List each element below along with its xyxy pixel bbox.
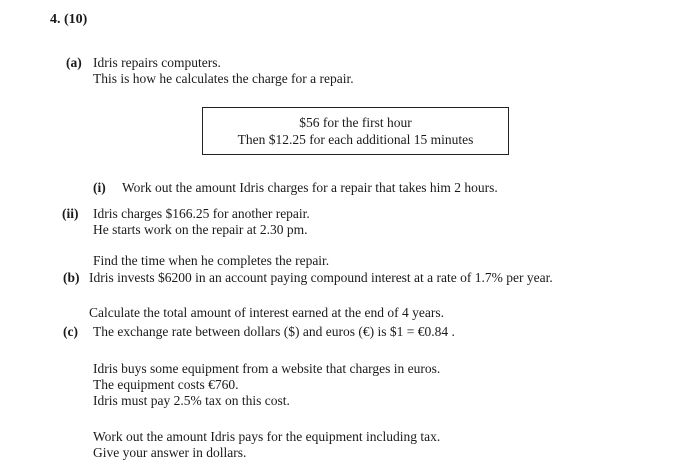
part-b-line-2: Calculate the total amount of interest earned at the end of 4 years. xyxy=(89,305,444,320)
part-c-line-2: Idris buys some equipment from a website that charges in euros. xyxy=(93,361,441,376)
part-ii-line-1: Idris charges $166.25 for another repair. xyxy=(93,206,310,221)
part-a-label: (a) xyxy=(66,55,82,70)
part-i-label: (i) xyxy=(93,180,106,195)
part-b-line-1: Idris invests $6200 in an account paying compound interest at a rate of 1.7% per year. xyxy=(89,270,553,285)
part-c-line-5: Work out the amount Idris pays for the equipment including tax. xyxy=(93,429,441,444)
charge-box-line-1: $56 for the first hour xyxy=(299,115,412,130)
part-a-line-1: Idris repairs computers. xyxy=(93,55,221,70)
part-a-line-2: This is how he calculates the charge for a repair. xyxy=(93,71,354,86)
part-b-label: (b) xyxy=(63,270,80,285)
part-ii-line-2: He starts work on the repair at 2.30 pm. xyxy=(93,222,308,237)
part-c-line-4: Idris must pay 2.5% tax on this cost. xyxy=(93,393,290,408)
charge-box xyxy=(202,107,509,155)
question-header: 4. (10) xyxy=(50,12,88,27)
part-c-line-3: The equipment costs €760. xyxy=(93,377,239,392)
part-c-label: (c) xyxy=(63,324,78,339)
part-c-line-6: Give your answer in dollars. xyxy=(93,445,247,460)
part-ii-line-3: Find the time when he completes the repair. xyxy=(93,253,330,268)
charge-box-line-2: Then $12.25 for each additional 15 minutes xyxy=(237,132,474,147)
part-i-text: Work out the amount Idris charges for a repair that takes him 2 hours. xyxy=(122,180,498,195)
part-c-line-1: The exchange rate between dollars ($) and euros (€) is $1 = €0.84 . xyxy=(93,324,455,339)
part-ii-label: (ii) xyxy=(62,206,79,221)
